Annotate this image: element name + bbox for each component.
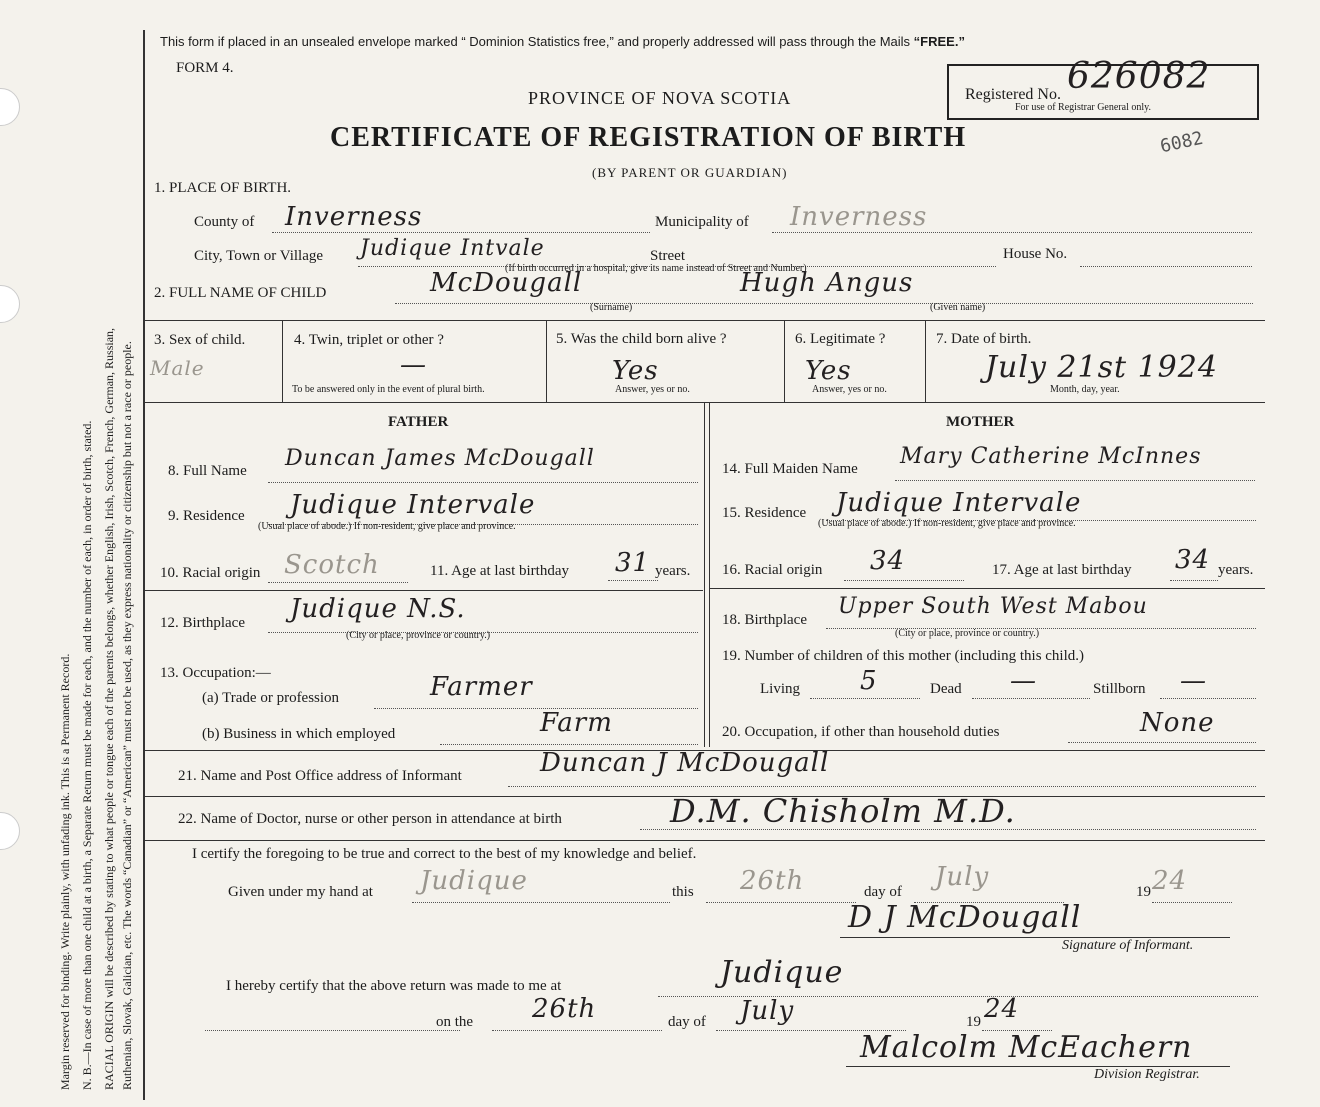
certificate-title: CERTIFICATE OF REGISTRATION OF BIRTH	[330, 122, 967, 153]
father-birthplace-note: (City or place, province or country.)	[346, 630, 491, 641]
binding-hole-top	[0, 88, 20, 126]
father-race-value: Scotch	[284, 550, 380, 580]
year-prefix: 19	[1136, 884, 1151, 900]
mother-years-label: years.	[1218, 562, 1254, 578]
form-left-border	[143, 30, 145, 1100]
twin-value: —	[400, 350, 427, 380]
place-of-birth-label: 1. PLACE OF BIRTH.	[154, 180, 292, 196]
city-label: City, Town or Village	[194, 248, 324, 264]
father-name-value: Duncan James McDougall	[285, 446, 595, 471]
father-trade-value: Farmer	[430, 672, 533, 702]
registrar-year-prefix: 19	[966, 1014, 981, 1030]
certify-statement: I certify the foregoing to be true and correct to the best of my knowledge and belief.	[192, 846, 697, 862]
legitimate-value: Yes	[805, 356, 852, 386]
dob-note: Month, day, year.	[1050, 384, 1120, 395]
county-label: County of	[194, 214, 255, 230]
this-label: this	[672, 884, 694, 900]
informant-signature-label: Signature of Informant.	[1062, 938, 1194, 953]
stillborn-label: Stillborn	[1093, 681, 1146, 697]
mother-birthplace-note: (City or place, province or country.)	[895, 628, 1040, 639]
mother-name-label: 14. Full Maiden Name	[722, 461, 858, 477]
mother-race-label: 16. Racial origin	[722, 562, 823, 578]
child-surname-value: McDougall	[430, 268, 583, 298]
father-birthplace-label: 12. Birthplace	[160, 615, 245, 631]
postal-notice: This form if placed in an unsealed envelope marked “ Dominion Statistics free,” and properly addressed will pass through the Mails “FREE.”	[160, 34, 965, 49]
legitimate-note: Answer, yes or no.	[812, 384, 887, 395]
mother-residence-label: 15. Residence	[722, 505, 807, 521]
given-year-value: 24	[1152, 866, 1188, 896]
father-residence-label: 9. Residence	[168, 508, 245, 524]
margin-note-4: Ruthenian, Slovak, Galician, etc. The words “Canadian” or “American” must not be used, as they express nationality or citizenship but not a race or people.	[120, 341, 134, 1090]
house-number-label: House No.	[1003, 246, 1068, 262]
stillborn-value: —	[1180, 666, 1207, 696]
mother-birthplace-label: 18. Birthplace	[722, 612, 807, 628]
surname-note: (Surname)	[590, 302, 633, 313]
mother-residence-value: Judique Intervale	[836, 488, 1082, 518]
municipality-value: Inverness	[790, 202, 928, 232]
certificate-subtitle: (BY PARENT OR GUARDIAN)	[592, 165, 788, 180]
mother-occupation-value: None	[1140, 708, 1215, 738]
binding-hole-middle	[0, 285, 20, 323]
division-registrar-label: Division Registrar.	[1094, 1067, 1200, 1082]
registrar-day-of-label: day of	[668, 1014, 706, 1030]
mother-name-value: Mary Catherine McInnes	[900, 444, 1202, 469]
legitimate-label: 6. Legitimate ?	[795, 331, 886, 347]
registrar-year-value: 24	[984, 994, 1020, 1024]
father-residence-note: (Usual place of abode.) If non-resident, give place and province.	[258, 521, 516, 532]
registrar-signature: Malcolm McEachern	[860, 1030, 1193, 1065]
registrar-month-value: July	[740, 996, 795, 1026]
twin-note: To be answered only in the event of plural birth.	[292, 384, 485, 395]
father-race-label: 10. Racial origin	[160, 565, 261, 581]
father-business-label: (b) Business in which employed	[202, 726, 396, 742]
registered-label: Registered No.	[965, 86, 1061, 103]
mother-race-value: 34	[870, 546, 906, 576]
father-business-value: Farm	[540, 708, 613, 738]
municipality-label: Municipality of	[655, 214, 749, 230]
father-age-label: 11. Age at last birthday	[430, 563, 569, 579]
hospital-note: (If birth occurred in a hospital, give its name instead of Street and Number)	[505, 263, 807, 274]
province-heading: PROVINCE OF NOVA SCOTIA	[528, 88, 792, 108]
father-age-value: 31	[615, 548, 651, 578]
father-residence-value: Judique Intervale	[290, 490, 536, 520]
mother-age-label: 17. Age at last birthday	[992, 562, 1132, 578]
sex-label: 3. Sex of child.	[154, 332, 246, 348]
dead-value: —	[1010, 666, 1037, 696]
on-the-label: on the	[436, 1014, 474, 1030]
street-label: Street	[650, 248, 685, 264]
county-value: Inverness	[285, 202, 423, 232]
given-name-note: (Given name)	[930, 302, 986, 313]
living-label: Living	[760, 681, 800, 697]
mother-children-label: 19. Number of children of this mother (including this child.)	[722, 648, 1085, 664]
given-under-hand-label: Given under my hand at	[228, 884, 373, 900]
given-place-value: Judique	[420, 866, 528, 896]
father-birthplace-value: Judique N.S.	[290, 594, 466, 624]
registrar-statement: I hereby certify that the above return was made to me at	[226, 978, 562, 994]
child-given-name-value: Hugh Angus	[740, 268, 914, 298]
informant-value: Duncan J McDougall	[540, 748, 830, 778]
registrar-day-value: 26th	[532, 994, 597, 1024]
dead-label: Dead	[930, 681, 962, 697]
alive-note: Answer, yes or no.	[615, 384, 690, 395]
dob-value: July 21st 1924	[985, 350, 1218, 385]
registration-box	[947, 56, 1259, 120]
binding-hole-bottom	[0, 812, 20, 850]
father-name-label: 8. Full Name	[168, 463, 247, 479]
father-heading: FATHER	[388, 414, 449, 430]
alive-value: Yes	[612, 356, 659, 386]
mother-birthplace-value: Upper South West Mabou	[838, 594, 1148, 619]
given-month-value: July	[935, 862, 990, 892]
dob-label: 7. Date of birth.	[936, 331, 1032, 347]
father-trade-label: (a) Trade or profession	[202, 690, 340, 706]
alive-label: 5. Was the child born alive ?	[556, 331, 727, 347]
mother-heading: MOTHER	[946, 414, 1015, 430]
margin-note-3: RACIAL ORIGIN will be described by stating to what people or tongue each of the parents belongs, whether English, Irish, Scotch, French, German, Russian,	[102, 327, 116, 1090]
city-value: Judique Intvale	[360, 236, 545, 261]
mother-age-value: 34	[1175, 545, 1211, 575]
given-day-value: 26th	[740, 866, 805, 896]
twin-label: 4. Twin, triplet or other ?	[294, 332, 444, 348]
registered-number: 626082	[1067, 56, 1211, 97]
doctor-label: 22. Name of Doctor, nurse or other person in attendance at birth	[178, 811, 562, 827]
mother-residence-note: (Usual place of abode.) If non-resident, give place and province.	[818, 518, 1076, 529]
living-value: 5	[860, 666, 878, 696]
margin-note-1: Margin reserved for binding. Write plainly, with unfading ink. This is a Permanent Record.	[58, 653, 72, 1090]
child-name-label: 2. FULL NAME OF CHILD	[154, 285, 327, 301]
father-years-label: years.	[655, 563, 691, 579]
father-occupation-label: 13. Occupation:—	[160, 665, 271, 681]
sex-value: Male	[150, 356, 205, 380]
informant-signature: D J McDougall	[848, 900, 1082, 935]
stamp-number: 6082	[1158, 127, 1206, 158]
margin-note-2: N. B.—In case of more than one child at a birth, a Separate Return must be made for each, and the number of each, in order of birth, stated.	[80, 420, 94, 1090]
form-number: FORM 4.	[176, 60, 234, 76]
registrar-general-note: For use of Registrar General only.	[1015, 102, 1151, 113]
doctor-value: D.M. Chisholm M.D.	[670, 792, 1016, 830]
registrar-place-value: Judique	[720, 955, 844, 990]
informant-label: 21. Name and Post Office address of Informant	[178, 768, 462, 784]
mother-occupation-label: 20. Occupation, if other than household duties	[722, 724, 1000, 740]
day-of-label: day of	[864, 884, 902, 900]
